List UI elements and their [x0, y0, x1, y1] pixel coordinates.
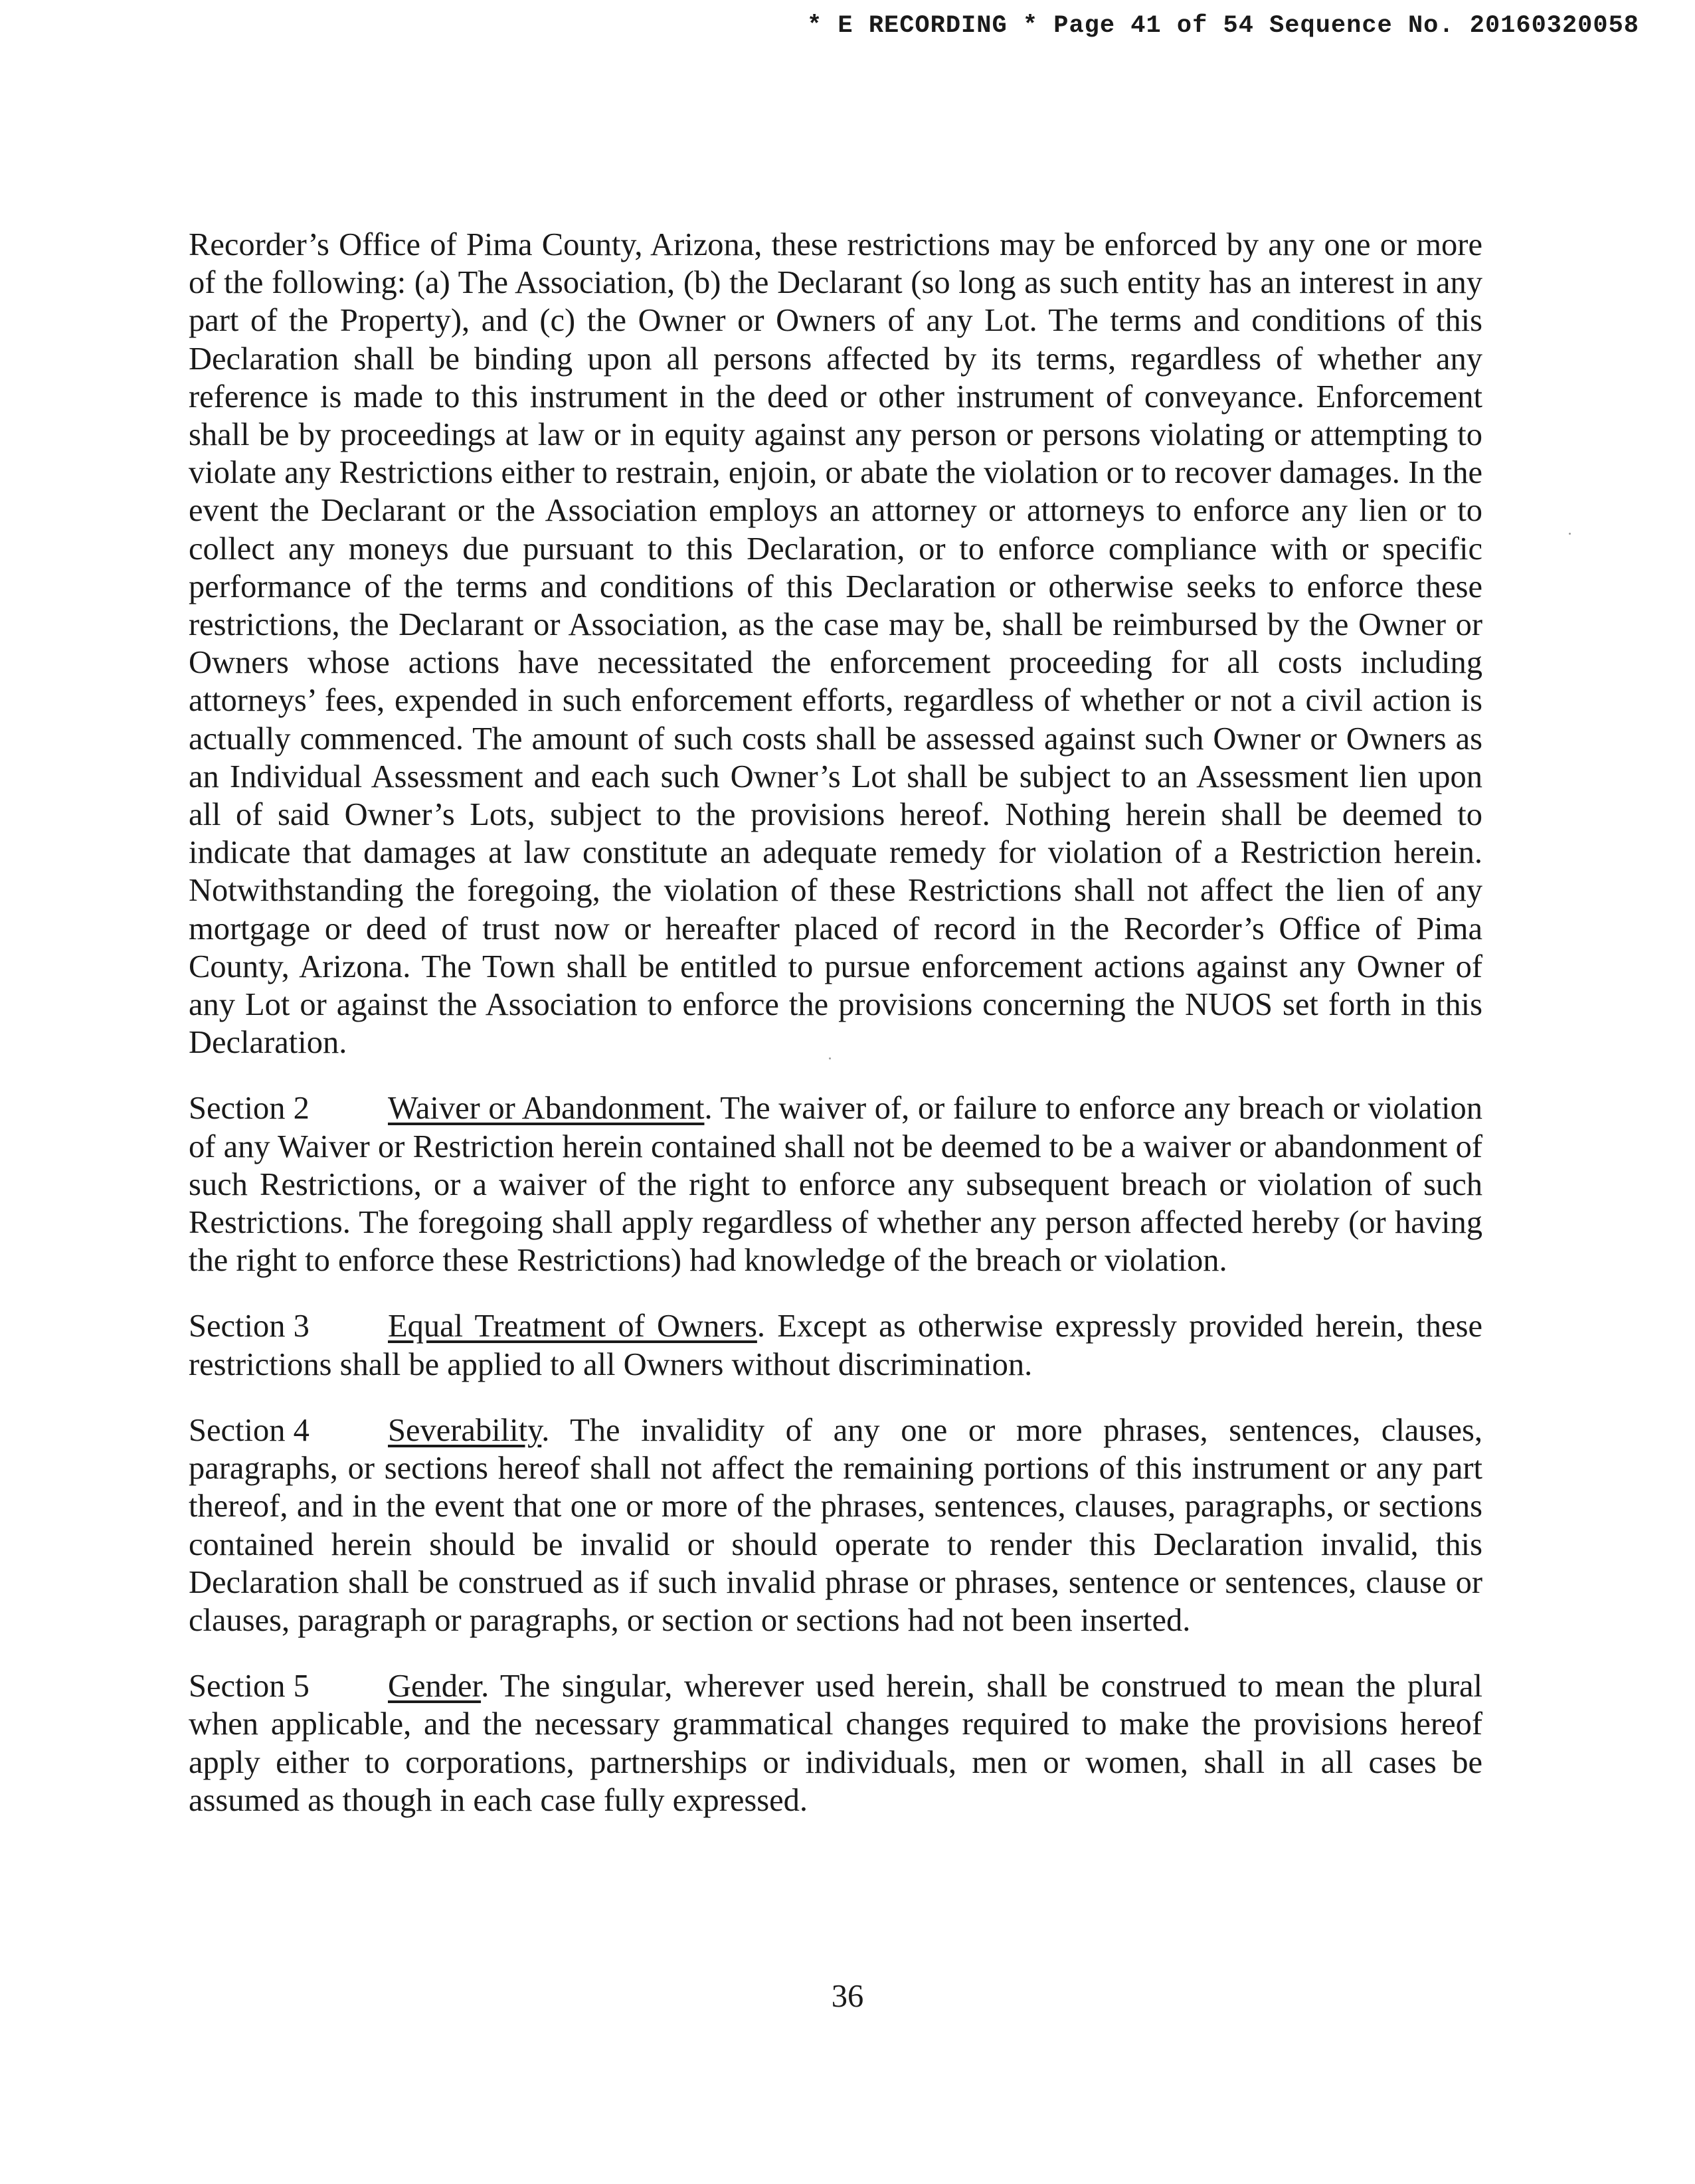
scan-speck: [829, 1057, 831, 1059]
recording-header: * E RECORDING * Page 41 of 54 Sequence No. 20160320058: [807, 12, 1639, 40]
section-title: Waiver or Abandonment: [388, 1091, 705, 1127]
section-title: Gender: [388, 1669, 482, 1704]
section-body: . Except as otherwise expressly provided herein, these restrictions shall be applied to all Owners without discrimination.: [189, 1309, 1482, 1382]
page-number: 36: [831, 1979, 864, 2014]
section-body: . The singular, wherever used herein, shall be construed to mean the plural when applicable, and the necessary grammatical changes required to make the provisions hereof apply either to corporations, partnerships or individuals, men or women, shall in all cases be assumed as though in each case fully expressed.: [189, 1669, 1482, 1818]
document-body: [189, 226, 1482, 1847]
section-title: Severability: [388, 1412, 542, 1448]
section-2: [189, 1089, 1482, 1279]
section-4: [189, 1411, 1482, 1639]
section-5: [189, 1667, 1482, 1819]
section-3: [189, 1307, 1482, 1383]
section-body: . The invalidity of any one or more phrases, sentences, clauses, paragraphs, or sections hereof shall not affect the remaining portions of this instrument or any part thereof, and in the event that one or more of the phrases, sentences, clauses, paragraphs, or sections contained herein should be invalid or should operate to render this Declaration invalid, this Declaration shall be construed as if such invalid phrase or phrases, sentence or sentences, clause or clauses, paragraph or paragraphs, or section or sections had not been inserted.: [189, 1412, 1482, 1638]
enforcement-paragraph: Recorder’s Office of Pima County, Arizona, these restrictions may be enforced by any one or more of the following: (a) The Association, (b) the Declarant (so long as such entity has an interest in any part of the Property), and (c) the Owner or Owners of any Lot. The terms and conditions of this Declaration shall be binding upon all persons affected by its terms, regardless of whether any reference is made to this instrument in the deed or other instrument of conveyance. Enforcement shall be by proceedings at law or in equity against any person or persons violating or attempting to violate any Restrictions either to restrain, enjoin, or abate the violation or to recover damages. In the event the Declarant or the Association employs an attorney or attorneys to enforce any lien or to collect any moneys due pursuant to this Declaration, or to enforce compliance with or specific performance of the terms and conditions of this Declaration or otherwise seeks to enforce these restrictions, the Declarant or Association, as the case may be, shall be reimbursed by the Owner or Owners whose actions have necessitated the enforcement proceeding for all costs including attorneys’ fees, expended in such enforcement efforts, regardless of whether or not a civil action is actually commenced. The amount of such costs shall be assessed against such Owner or Owners as an Individual Assessment and each such Owner’s Lot shall be subject to an Assessment lien upon all of said Owner’s Lots, subject to the provisions hereof. Nothing herein shall be deemed to indicate that damages at law constitute an adequate remedy for violation of a Restriction herein. Notwithstanding the foregoing, the violation of these Restrictions shall not affect the lien of any mortgage or deed of trust now or hereafter placed of record in the Recorder’s Office of Pima County, Arizona. The Town shall be entitled to pursue enforcement actions against any Owner of any Lot or against the Association to enforce the provisions concerning the NUOS set forth in this Declaration.: [189, 227, 1482, 1061]
section-number: Section 3: [189, 1309, 310, 1344]
section-number: Section 4: [189, 1412, 310, 1448]
scan-speck: [1569, 533, 1571, 535]
section-title: Equal Treatment of Owners: [388, 1309, 757, 1344]
section-number: Section 2: [189, 1091, 310, 1127]
section-body: . The waiver of, or failure to enforce any breach or violation of any Waiver or Restriction herein contained shall not be deemed to be a waiver or abandonment of such Restrictions, or a waiver of the right to enforce any subsequent breach or violation of such Restrictions. The foregoing shall apply regardless of whether any person affected hereby (or having the right to enforce these Restrictions) had knowledge of the breach or violation.: [189, 1091, 1482, 1279]
section-number: Section 5: [189, 1669, 310, 1704]
